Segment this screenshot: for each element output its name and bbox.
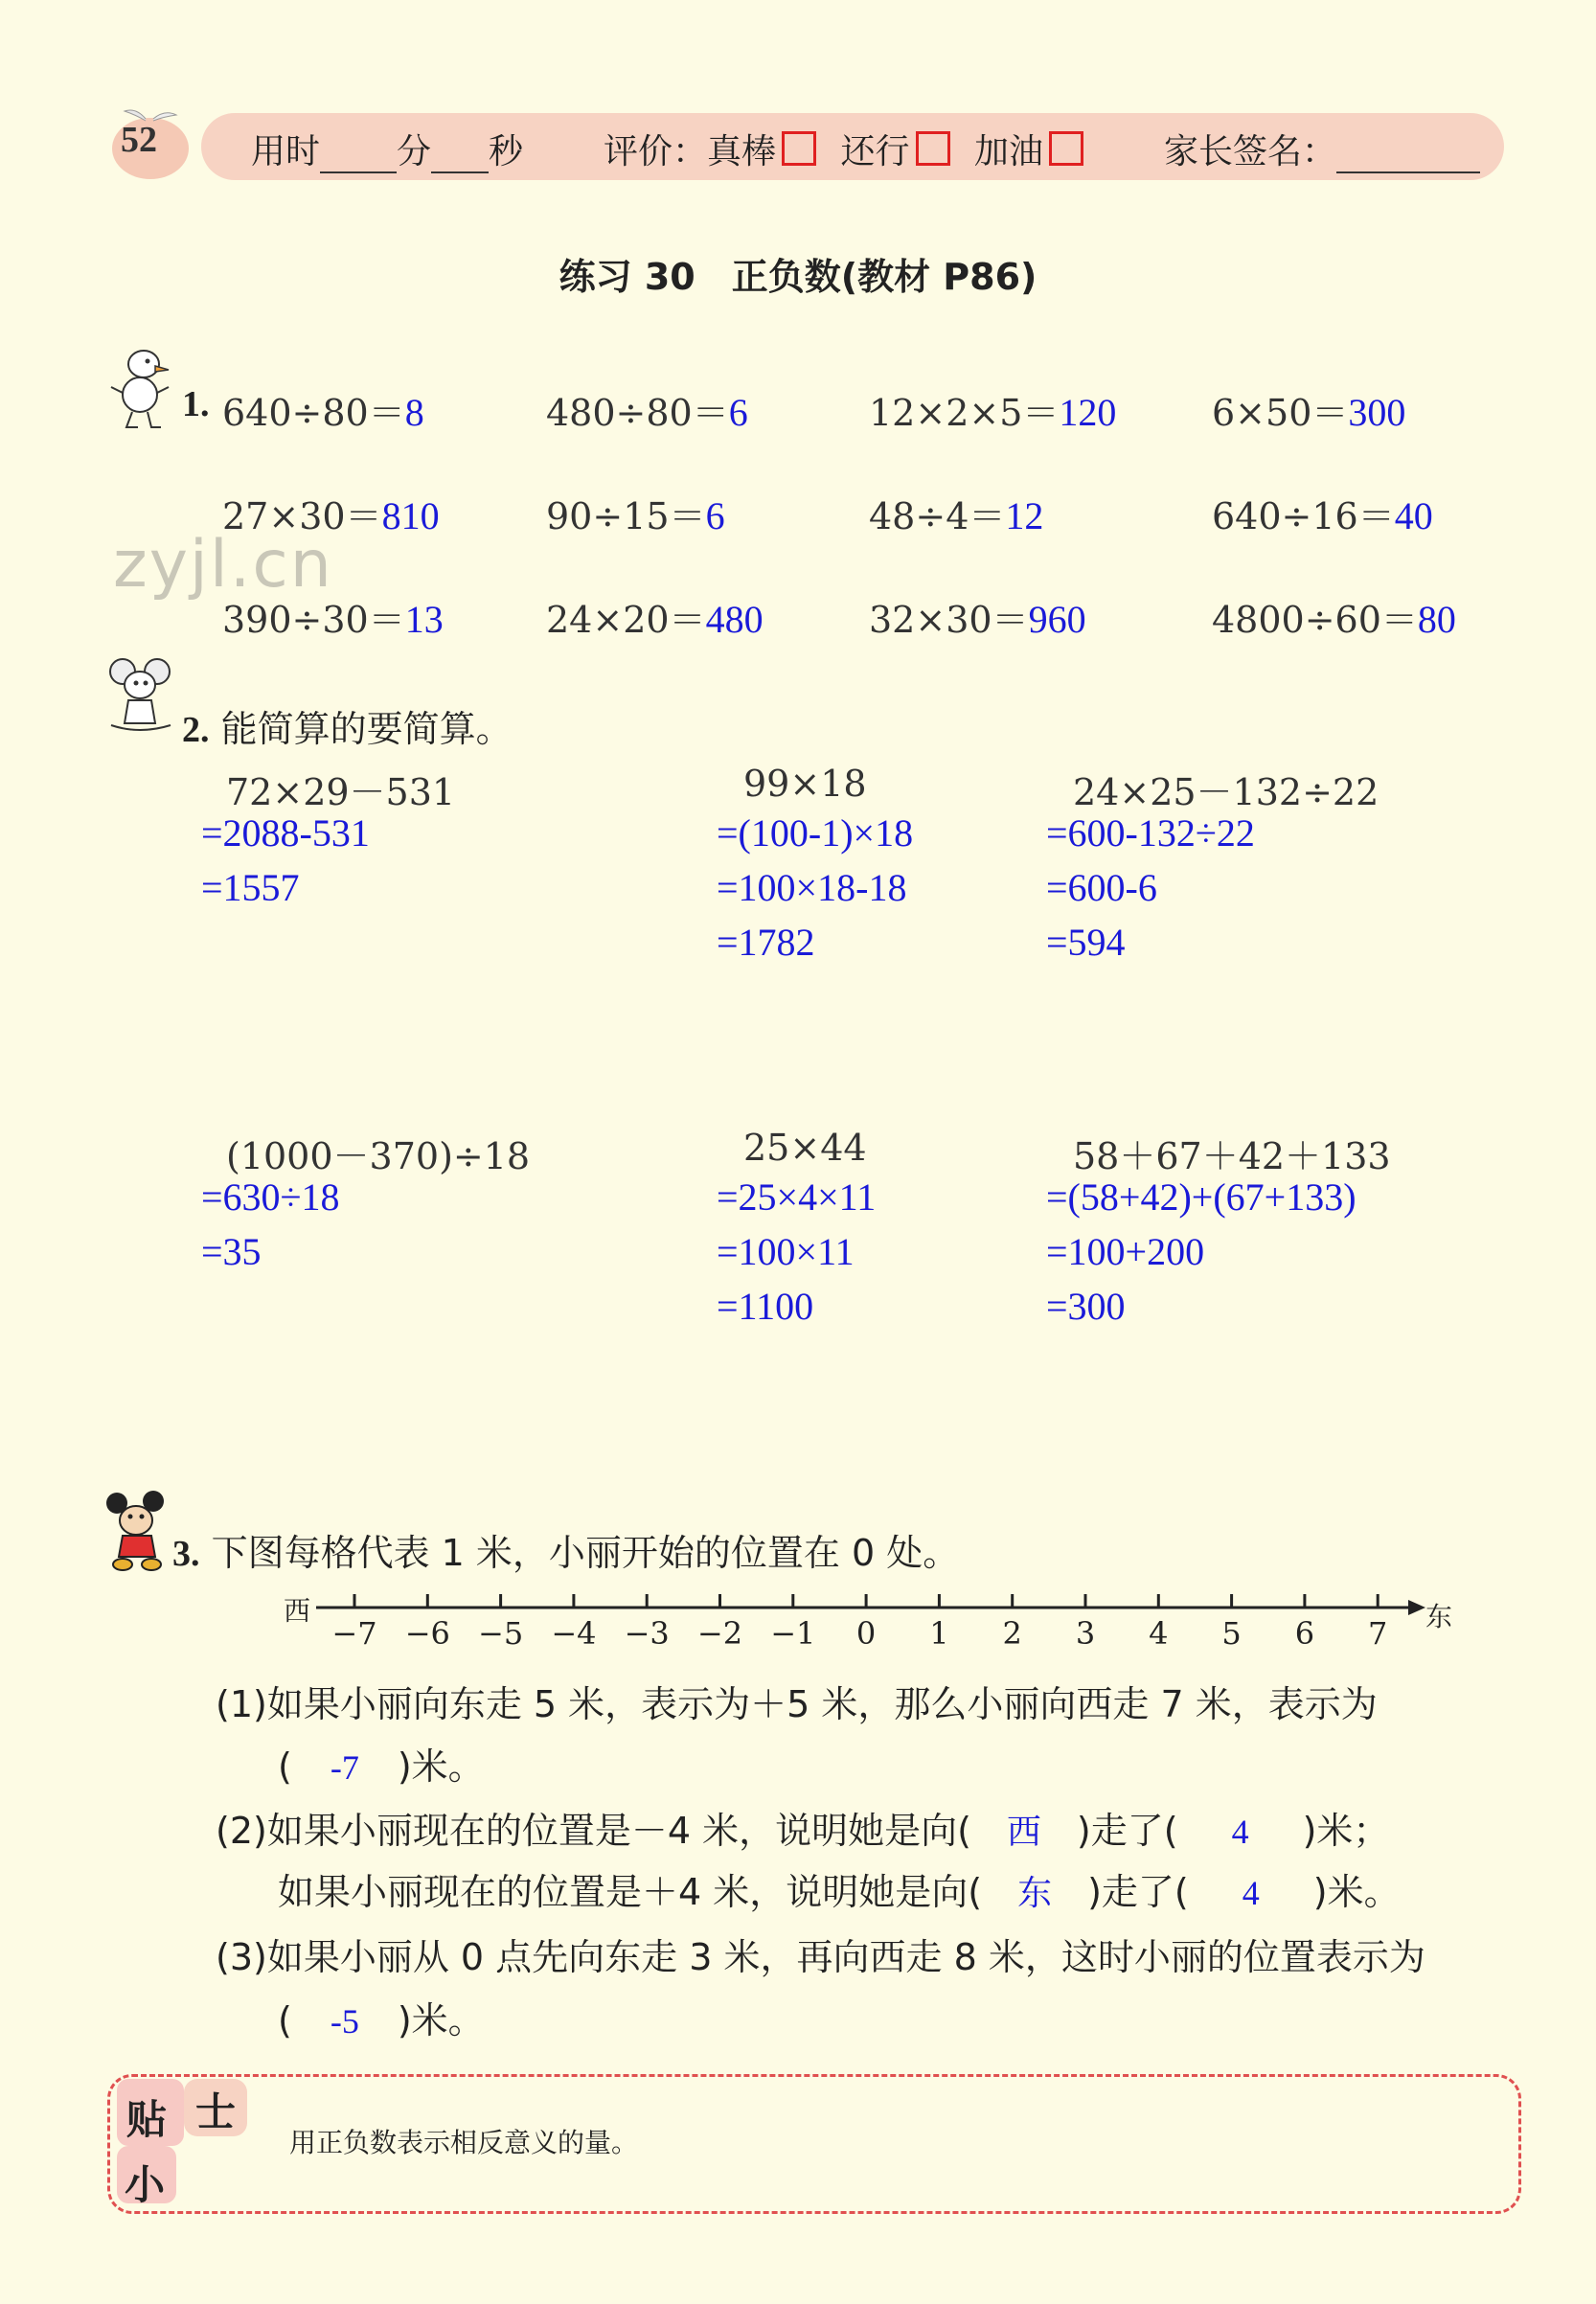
q1-answer: 480 <box>705 598 764 641</box>
number-line <box>316 1581 1427 1667</box>
tips-badge-char: 士 <box>195 2088 237 2135</box>
q1-item: 12×2×5＝120 <box>869 391 1117 434</box>
parent-sign-label: 家长签名： <box>1164 132 1337 171</box>
minute-label: 分 <box>397 132 432 171</box>
page-title: 练习 30 正负数(教材 P86) <box>559 256 1037 298</box>
number-line-tick-label: −7 <box>331 1615 377 1652</box>
q2-step: =100+200 <box>1046 1230 1205 1273</box>
number-line-tick-label: 2 <box>1002 1615 1022 1652</box>
q3-part2-line1: (2)如果小丽现在的位置是－4 米，说明她是向( 西 )走了( 4 )米； <box>216 1801 1389 1854</box>
q1-answer: 40 <box>1394 494 1433 537</box>
rating-field <box>604 125 1083 173</box>
q3-part3-answer: -5 <box>330 2002 359 2041</box>
tips-badge-char: 贴 <box>126 2096 168 2143</box>
number-line-tick-label: 5 <box>1221 1615 1242 1652</box>
q2-step: =100×11 <box>717 1230 855 1273</box>
q3-text: 下图每格代表 1 米，小丽开始的位置在 0 处。 <box>211 1532 960 1574</box>
q3-part1-answer: -7 <box>330 1748 359 1787</box>
q1-item: 6×50＝300 <box>1212 391 1406 434</box>
parent-sign-blank[interactable] <box>1336 143 1480 173</box>
q2-problem-expr: 58＋67＋42＋133 <box>1073 1135 1391 1177</box>
number-line-ticks <box>331 1594 1387 1652</box>
watermark: zyjl.cn <box>113 527 333 603</box>
duck-cartoon-icon <box>107 345 174 431</box>
q1-item: 90÷15＝6 <box>546 494 725 537</box>
q1-number-label: 1. <box>182 384 210 424</box>
number-line-tick-label: −5 <box>478 1615 524 1652</box>
page-number: 52 <box>121 120 157 160</box>
q3-part2-answer1: 西 <box>1006 1813 1041 1851</box>
q3-part2-answer3: 东 <box>1017 1874 1053 1912</box>
parent-sign-field <box>1164 125 1480 173</box>
q2-problem-expr: 25×44 <box>743 1127 867 1169</box>
q1-answer: 13 <box>404 598 444 641</box>
rating-checkbox-ok[interactable] <box>916 131 950 166</box>
rating-option-great: 真棒 <box>707 132 777 171</box>
rating-checkbox-tryharder[interactable] <box>1049 131 1083 166</box>
q2-step: =600-132÷22 <box>1046 811 1255 855</box>
q3-part3-answer-line: ( -5 )米。 <box>278 1999 485 2042</box>
number-line-tick-label: 1 <box>929 1615 949 1652</box>
q2-step: =600-6 <box>1046 866 1157 909</box>
q3-part2-answer2: 4 <box>1231 1813 1249 1851</box>
q2-step: =(58+42)+(67+133) <box>1046 1175 1357 1219</box>
q1-item: 48÷4＝12 <box>869 494 1044 537</box>
q2-heading <box>182 699 513 752</box>
q1-item: 640÷80＝8 <box>222 391 424 434</box>
q3-part2-line2: 如果小丽现在的位置是＋4 米，说明她是向( 东 )走了( 4 )米。 <box>278 1862 1401 1915</box>
q1-item: 27×30＝810 <box>222 494 440 537</box>
q2-step: =35 <box>201 1230 262 1273</box>
q2-step: =1100 <box>717 1285 814 1328</box>
q2-step: =1782 <box>717 921 815 964</box>
q1-answer: 6 <box>728 391 748 434</box>
second-blank[interactable] <box>431 143 489 173</box>
q1-answer: 6 <box>705 494 725 537</box>
q1-answer: 80 <box>1417 598 1456 641</box>
number-line-tick-label: −6 <box>404 1615 450 1652</box>
q2-problem-expr: 72×29－531 <box>226 771 456 813</box>
q1-answer: 960 <box>1028 598 1086 641</box>
q2-step: =2088-531 <box>201 811 370 855</box>
number-line-tick-label: 6 <box>1294 1615 1315 1652</box>
tips-badge <box>117 2079 261 2208</box>
q2-step: =594 <box>1046 921 1126 964</box>
q2-problem-expr: 24×25－132÷22 <box>1073 771 1379 813</box>
number-line-tick-label: 3 <box>1075 1615 1096 1652</box>
mickey-cartoon-icon <box>103 1490 176 1574</box>
axis-west-label: 西 <box>284 1595 311 1627</box>
q2-text: 能简算的要简算。 <box>220 708 513 750</box>
rating-checkbox-great[interactable] <box>782 131 816 166</box>
q1-item: 390÷30＝13 <box>222 598 444 641</box>
q3-part3-text: (3)如果小丽从 0 点先向东走 3 米，再向西走 8 米，这时小丽的位置表示为 <box>216 1936 1425 1978</box>
rating-option-tryharder: 加油 <box>973 132 1043 171</box>
q1-item: 480÷80＝6 <box>546 391 748 434</box>
q2-step: =100×18-18 <box>717 866 907 909</box>
q2-step: =630÷18 <box>201 1175 340 1219</box>
number-line-tick-label: 4 <box>1149 1615 1169 1652</box>
number-line-tick-label: −3 <box>624 1615 670 1652</box>
q3-number: 3. <box>172 1534 200 1574</box>
q1-answer: 300 <box>1348 391 1406 434</box>
number-line-tick-label: −2 <box>696 1615 743 1652</box>
q3-part1-answer-line: ( -7 )米。 <box>278 1745 485 1788</box>
q1-answer: 12 <box>1005 494 1044 537</box>
q1-item: 4800÷60＝80 <box>1212 598 1456 641</box>
q2-step: =1557 <box>201 866 300 909</box>
q3-heading <box>172 1523 959 1576</box>
rating-option-ok: 还行 <box>840 132 910 171</box>
tips-text: 用正负数表示相反意义的量。 <box>289 2127 639 2158</box>
q1-answer: 8 <box>404 391 424 434</box>
number-line-tick-label: −4 <box>551 1615 597 1652</box>
time-field <box>251 125 523 173</box>
axis-east-label: 东 <box>1425 1601 1453 1632</box>
minute-blank[interactable] <box>320 143 397 173</box>
q1-item: 640÷16＝40 <box>1212 494 1433 537</box>
mouse-cartoon-icon <box>107 656 176 738</box>
q2-problem-expr: 99×18 <box>743 763 867 805</box>
q3-part1-text: (1)如果小丽向东走 5 米，表示为＋5 米，那么小丽向西走 7 米，表示为 <box>216 1683 1378 1725</box>
q3-part2-answer4: 4 <box>1242 1874 1260 1912</box>
rating-label: 评价： <box>604 132 708 171</box>
time-label: 用时 <box>251 132 321 171</box>
number-line-tick-label: 0 <box>855 1615 877 1652</box>
q1-item: 24×20＝480 <box>546 598 764 641</box>
q1-answer: 810 <box>381 494 440 537</box>
q2-step: =(100-1)×18 <box>717 811 914 855</box>
q2-step: =300 <box>1046 1285 1126 1328</box>
second-label: 秒 <box>489 132 524 171</box>
number-line-tick-label: −1 <box>770 1615 816 1652</box>
q1-item: 32×30＝960 <box>869 598 1086 641</box>
q2-problem-expr: (1000－370)÷18 <box>226 1135 531 1177</box>
q2-number: 2. <box>182 710 210 750</box>
q1-answer: 120 <box>1059 391 1117 434</box>
q2-step: =25×4×11 <box>717 1175 877 1219</box>
tips-badge-char: 小 <box>125 2161 166 2208</box>
number-line-tick-label: 7 <box>1368 1615 1388 1652</box>
